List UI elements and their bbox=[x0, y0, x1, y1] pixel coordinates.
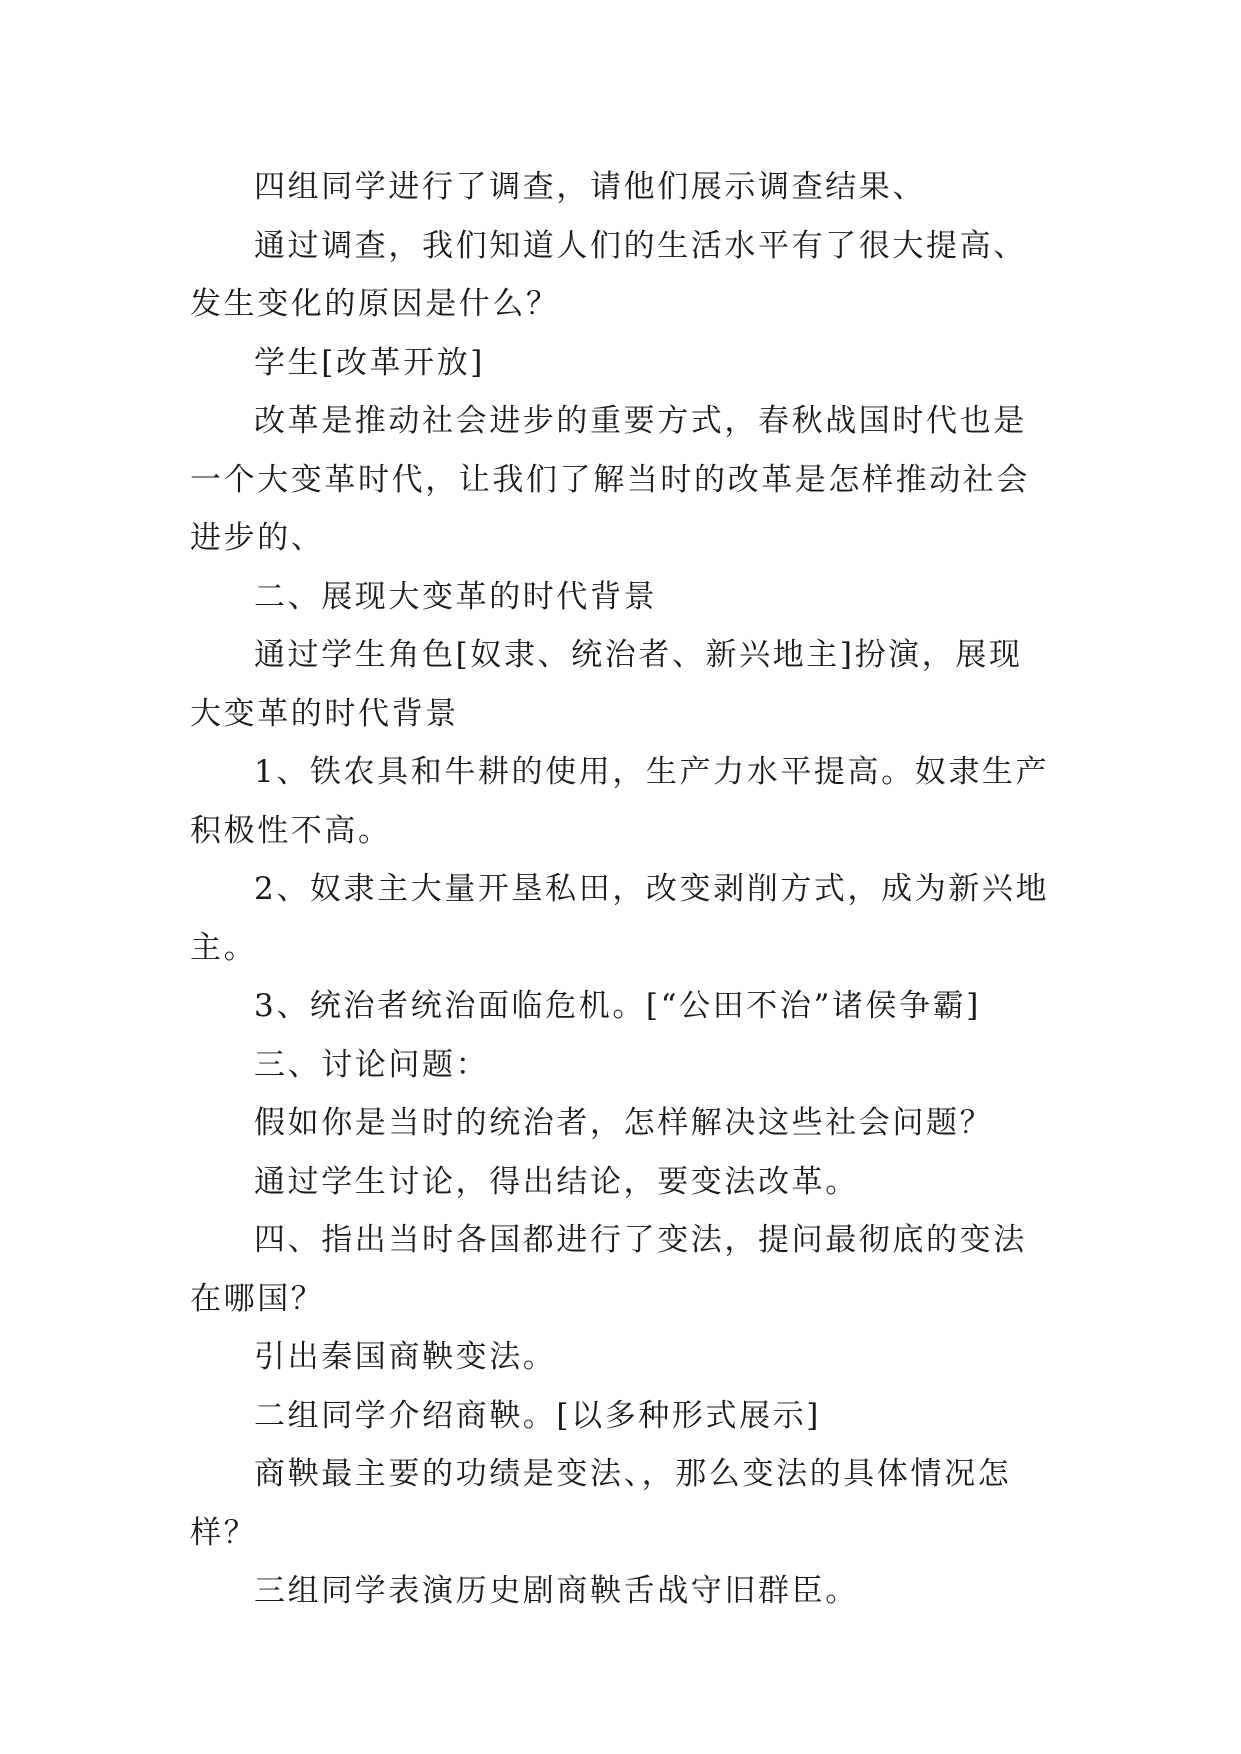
paragraph: 四组同学进行了调查，请他们展示调查结果、 bbox=[254, 169, 926, 205]
paragraph: 三组同学表演历史剧商鞅舌战守旧群臣。 bbox=[254, 1573, 859, 1609]
paragraph: 商鞅最主要的功绩是变法、，那么变法的具体情况怎样？ bbox=[190, 1456, 1012, 1551]
section-heading: 四、指出当时各国都进行了变法，提问最彻底的变法在哪国？ bbox=[190, 1222, 1027, 1317]
list-item: 1、铁农具和牛耕的使用，生产力水平提高。奴隶生产积极性不高。 bbox=[190, 754, 1050, 849]
section-heading: 二、展现大变革的时代背景 bbox=[254, 578, 658, 615]
paragraph: 通过学生角色[奴隶、统治者、新兴地主]扮演，展现大变革的时代背景 bbox=[190, 637, 1023, 732]
section-heading: 三、讨论问题： bbox=[254, 1046, 490, 1083]
paragraph: 通过调查，我们知道人们的生活水平有了很大提高、发生变化的原因是什么？ bbox=[190, 227, 1027, 322]
list-item: 3、统治者统治面临危机。[“公田不治”诸侯争霸] bbox=[254, 988, 982, 1024]
document-page bbox=[190, 158, 1054, 1621]
paragraph: 二组同学介绍商鞅。[以多种形式展示] bbox=[254, 1397, 821, 1434]
paragraph: 学生[改革开放] bbox=[254, 344, 485, 381]
paragraph: 引出秦国商鞅变法。 bbox=[254, 1339, 557, 1375]
paragraph: 假如你是当时的统治者，怎样解决这些社会问题？ bbox=[254, 1105, 994, 1141]
list-item: 2、奴隶主大量开垦私田，改变剥削方式，成为新兴地主。 bbox=[190, 871, 1050, 966]
paragraph: 改革是推动社会进步的重要方式，春秋战国时代也是一个大变革时代，让我们了解当时的改革是怎样推动社会进步的、 bbox=[190, 403, 1030, 556]
paragraph: 通过学生讨论，得出结论，要变法改革。 bbox=[254, 1163, 859, 1200]
